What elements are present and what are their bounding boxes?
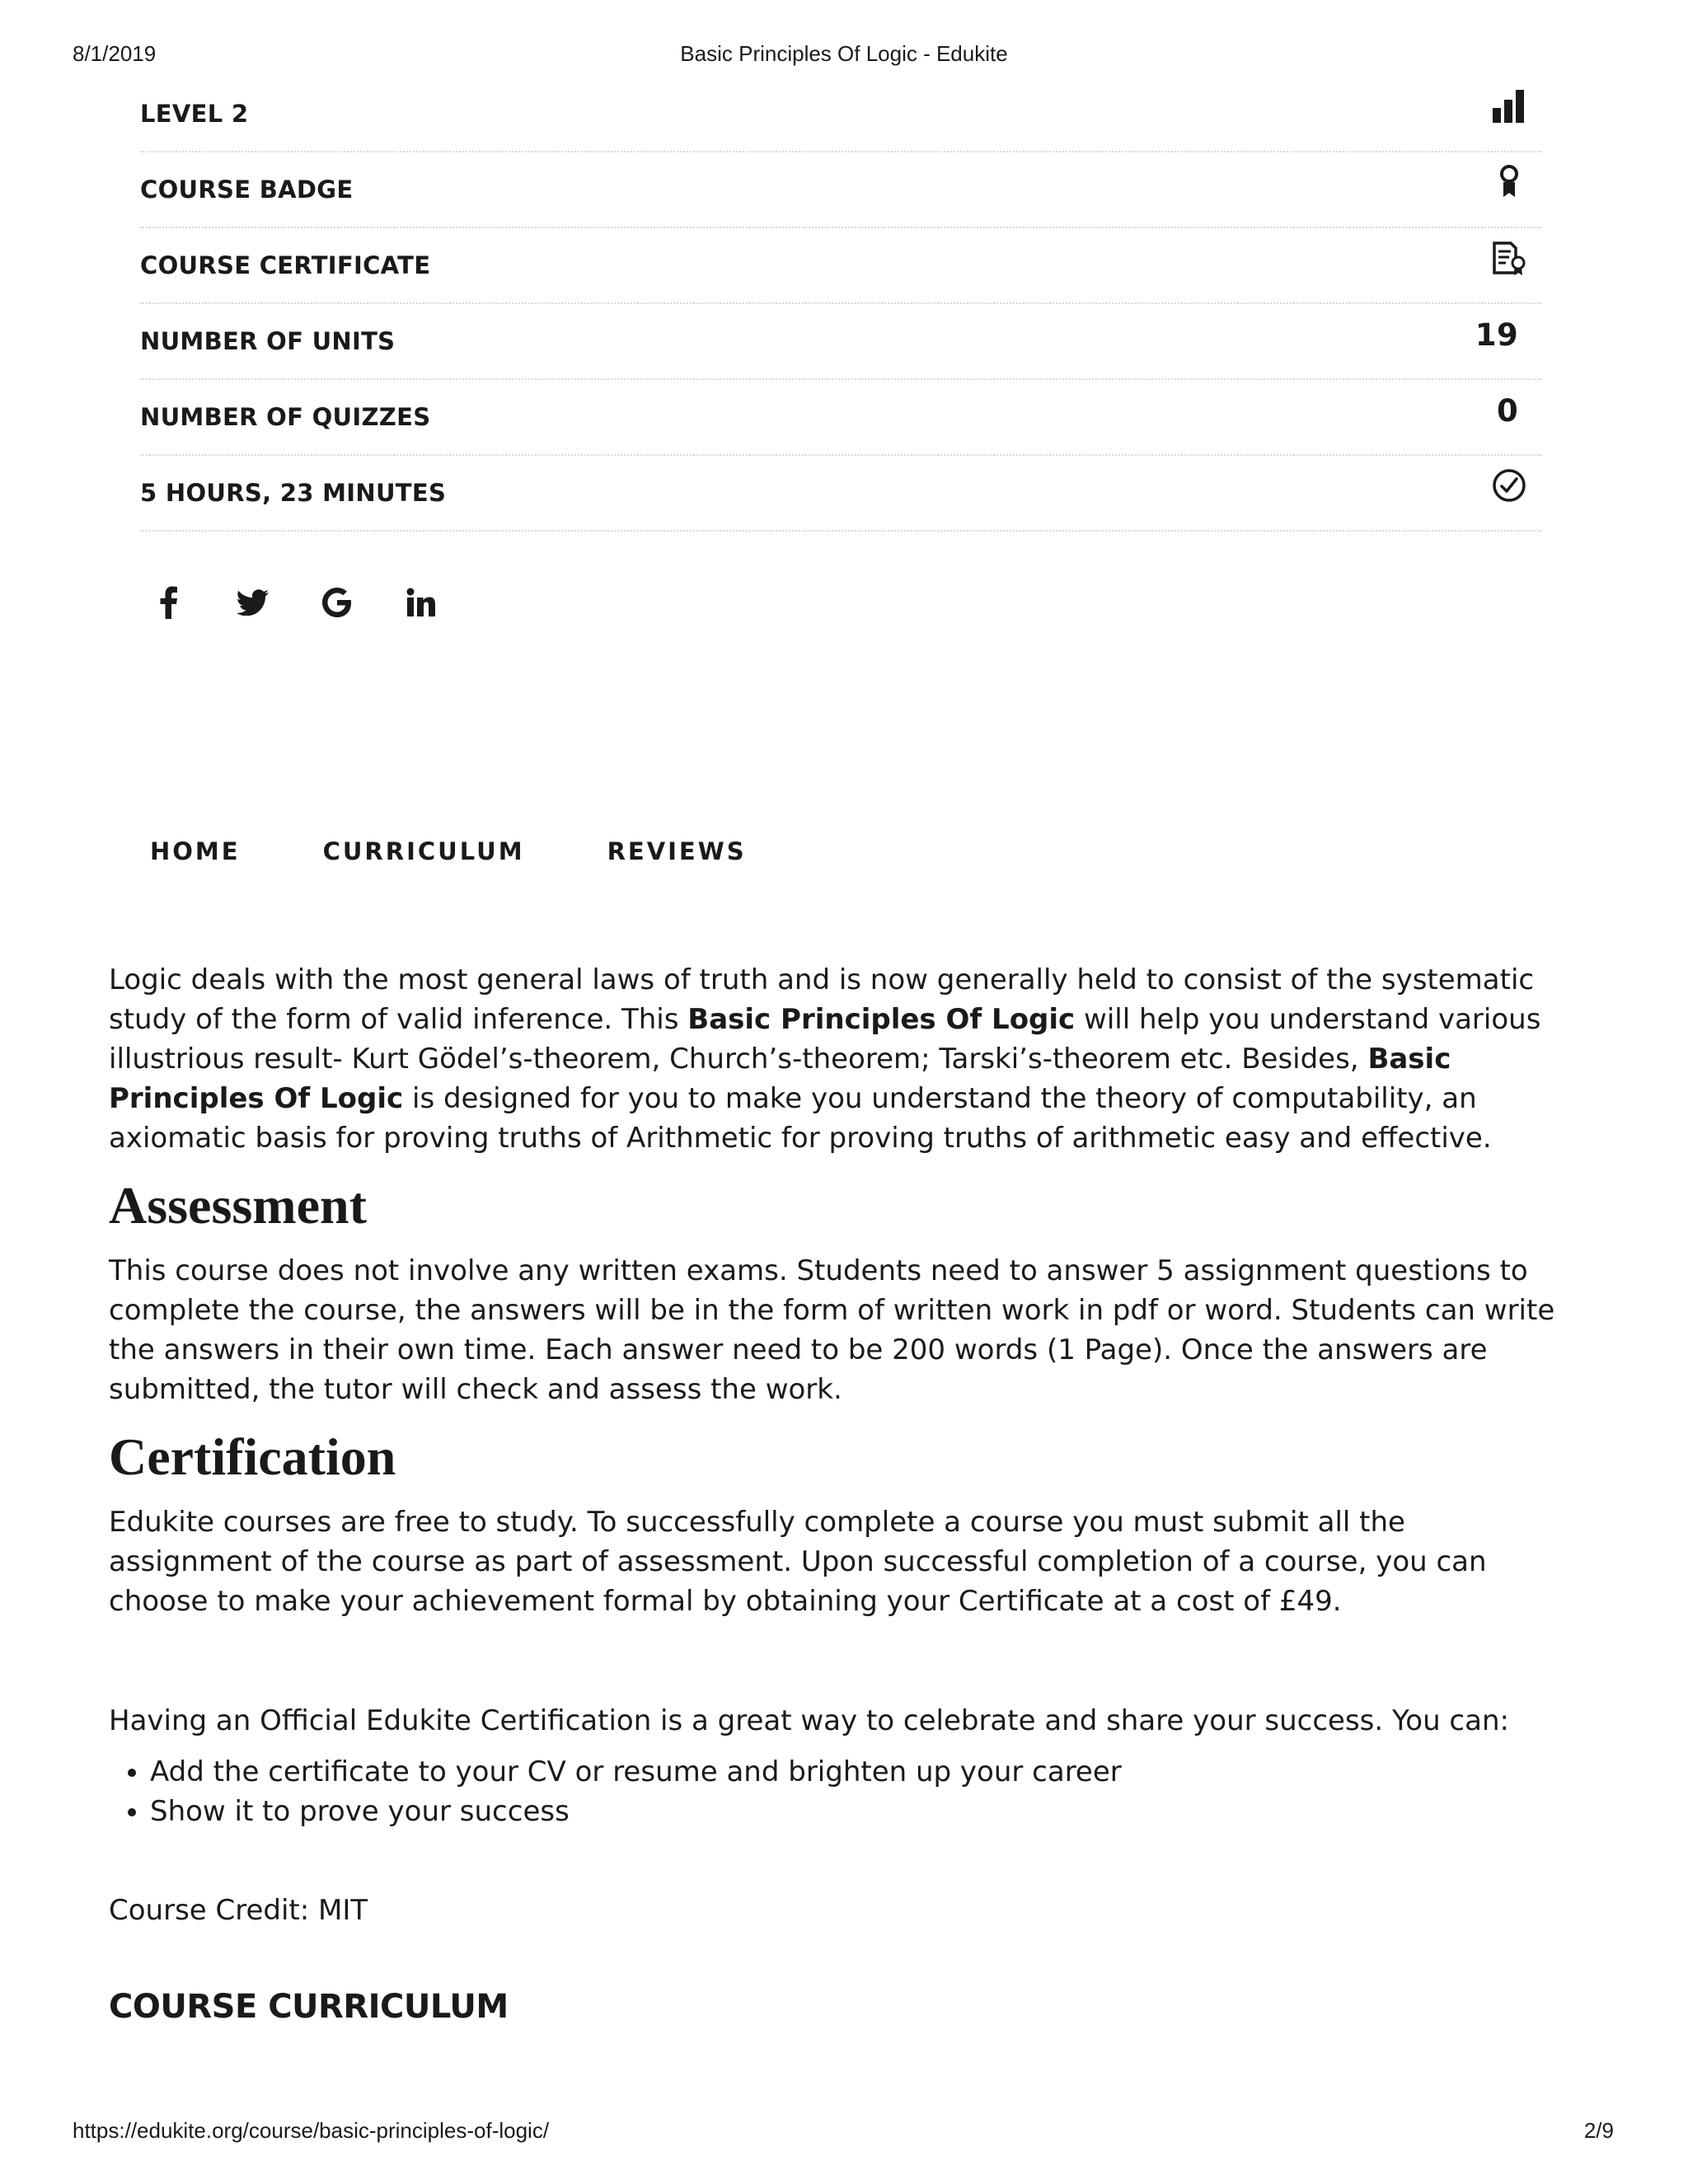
print-date: 8/1/2019 — [73, 41, 157, 66]
spec-row-certificate — [140, 228, 1541, 304]
certification-lead: Having an Official Edukite Certification is a great way to celebrate and share your success. You can: — [109, 1704, 1509, 1738]
google-icon[interactable] — [316, 582, 358, 623]
intro-paragraph — [109, 960, 1576, 1158]
print-url: https://edukite.org/course/basic-principles-of-logic/ — [73, 2118, 550, 2143]
course-name-bold-2: Basic Principles Of Logic — [109, 1043, 1451, 1115]
print-page-number: 2/9 — [1583, 2118, 1614, 2143]
intro-text-2: will help you understand various illustrious result- Kurt Gödel’s-theorem, Church’s-theorem; Tarski’s-theorem etc. Besides, — [109, 1003, 1541, 1076]
course-credit: Course Credit: MIT — [109, 1894, 368, 1928]
bar-chart-icon — [1489, 86, 1530, 127]
spec-label-duration: 5 HOURS, 23 MINUTES — [140, 479, 447, 507]
assessment-paragraph: This course does not involve any written exams. Students need to answer 5 assignment questions to complete the course, the answers will be in the form of written work in pdf or word. Students can write the answers in their own time. Each answer need to be 200 words (1 Page). Once the answers are submitted, the tutor will check and assess the work. — [109, 1254, 1555, 1407]
tab-curriculum[interactable]: CURRICULUM — [322, 837, 525, 865]
certification-heading: Certification — [109, 1427, 396, 1487]
tab-reviews[interactable]: REVIEWS — [607, 837, 747, 865]
course-specs-list — [140, 77, 1541, 532]
units-count: 19 — [1475, 316, 1518, 353]
list-item: • Show it to prove your success — [150, 1792, 1576, 1831]
course-tabs — [150, 837, 747, 865]
spec-row-duration — [140, 456, 1541, 532]
certification-benefits-list — [109, 1752, 1576, 1831]
clock-check-icon — [1489, 465, 1530, 506]
certification-paragraph: Edukite courses are free to study. To successfully complete a course you must submit all the assignment of the course as part of assessment. Upon successful completion of a course, you can choose to make your achievement formal by obtaining your Certificate at a cost of £49. — [109, 1506, 1487, 1619]
twitter-icon[interactable] — [232, 582, 274, 623]
course-curriculum-heading: COURSE CURRICULUM — [109, 1988, 509, 2027]
facebook-icon[interactable] — [148, 582, 190, 623]
spec-label-badge: COURSE BADGE — [140, 176, 354, 204]
quizzes-count: 0 — [1496, 392, 1518, 429]
spec-label-quizzes: NUMBER OF QUIZZES — [140, 403, 431, 431]
spec-row-units — [140, 304, 1541, 380]
linkedin-icon[interactable] — [401, 582, 442, 623]
list-item: • Add the certificate to your CV or resume and brighten up your career — [150, 1752, 1576, 1792]
spec-row-badge — [140, 152, 1541, 228]
social-share-bar — [148, 582, 442, 623]
badge-icon — [1489, 162, 1530, 203]
assessment-heading: Assessment — [109, 1176, 367, 1235]
intro-text-1: Logic deals with the most general laws of truth and is now generally held to consist of the systematic study of the form of valid inference. This — [109, 963, 1535, 1036]
spec-row-quizzes — [140, 380, 1541, 456]
spec-label-level: LEVEL 2 — [140, 100, 249, 128]
print-page-title: Basic Principles Of Logic - Edukite — [680, 41, 1008, 66]
course-description — [109, 960, 1576, 2026]
intro-text-3: is designed for you to make you understand the theory of computability, an axiomatic basis for proving truths of Arithmetic for proving truths of arithmetic easy and effective. — [109, 1082, 1492, 1155]
certificate-icon — [1489, 237, 1530, 279]
spec-label-certificate: COURSE CERTIFICATE — [140, 251, 431, 279]
spec-row-level — [140, 77, 1541, 152]
course-name-bold-1: Basic Principles Of Logic — [687, 1003, 1076, 1036]
tab-home[interactable]: HOME — [150, 837, 241, 865]
spec-label-units: NUMBER OF UNITS — [140, 327, 396, 355]
